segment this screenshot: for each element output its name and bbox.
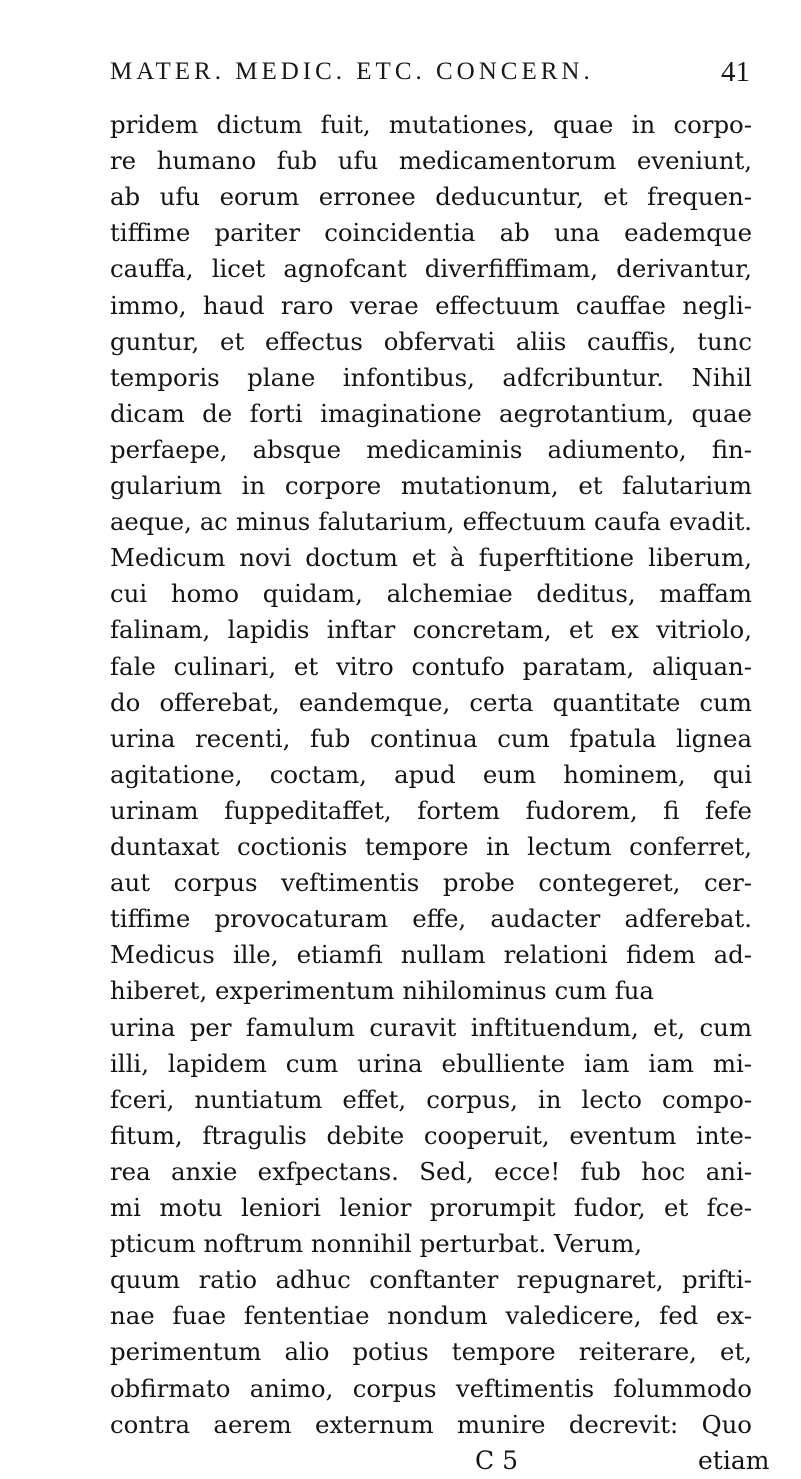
- text-line-content: pridem dictum fuit, mutationes, quae in corpo-: [110, 110, 752, 139]
- text-line: [0, 937, 801, 973]
- text-line: [0, 1046, 801, 1082]
- text-line: [0, 1298, 801, 1334]
- text-line-content: duntaxat coctionis tempore in lectum conferret,: [110, 832, 752, 861]
- text-line: [0, 829, 801, 865]
- text-line-content: urinam fuppeditaffet, fortem fudorem, fi fefe: [110, 795, 752, 825]
- text-line: [0, 1082, 801, 1118]
- text-line-content: temporis plane infontibus, adfcribuntur. Nihil: [110, 362, 752, 392]
- text-line-content: hiberet, experimentum nihilominus cum fua: [110, 976, 654, 1006]
- text-line: [0, 179, 801, 215]
- text-line: [0, 1262, 801, 1298]
- text-line: [0, 649, 801, 685]
- text-line-content: dicam de forti imaginatione aegrotantium, quae: [110, 398, 752, 428]
- text-line-content: illi, lapidem cum urina ebulliente iam iam mi-: [110, 1048, 752, 1078]
- text-line: [0, 540, 801, 576]
- text-line: [0, 973, 801, 1009]
- page-number: 41: [721, 56, 750, 88]
- text-line-content: rea anxie exfpectans. Sed, ecce! fub hoc ani-: [110, 1156, 752, 1186]
- text-line-content: urina recenti, fub continua cum fpatula lignea: [110, 723, 752, 753]
- text-line: [0, 612, 801, 648]
- text-line: [0, 396, 801, 432]
- text-line: [0, 685, 801, 721]
- text-line-content: quum ratio adhuc conftanter repugnaret, prifti-: [110, 1265, 752, 1295]
- text-line: [0, 1190, 801, 1226]
- text-line: [0, 1010, 801, 1046]
- text-line: [0, 1407, 801, 1443]
- text-line: [0, 1226, 801, 1262]
- text-line: [0, 757, 801, 793]
- text-line: [0, 504, 801, 540]
- signature-mark: C 5: [475, 1445, 518, 1475]
- text-line-content: do offerebat, eandemque, certa quantitate cum: [110, 687, 752, 717]
- text-line-content: cauffa, licet agnofcant diverfiffimam, derivantur,: [110, 254, 752, 284]
- text-line-content: gularium in corpore mutationum, et falutarium: [110, 471, 753, 500]
- text-line: [0, 865, 801, 901]
- text-line-content: tiffime pariter coincidentia ab una eademque: [110, 218, 753, 248]
- catchword: etiam: [698, 1445, 770, 1475]
- text-line-content: cui homo quidam, alchemiae deditus, maffam: [110, 579, 753, 609]
- text-line-content: perimentum alio potius tempore reiterare, et,: [110, 1337, 753, 1367]
- text-line-content: urina per famulum curavit inftituendum, et, cum: [110, 1012, 753, 1042]
- text-line-content: obfirmato animo, corpus veftimentis folummodo: [110, 1373, 752, 1403]
- text-line: [0, 721, 801, 757]
- text-line-content: aeque, ac minus falutarium, effectuum caufa evadit.: [110, 508, 752, 537]
- text-line: [0, 468, 801, 504]
- text-line-content: perfaepe, absque medicaminis adiumento, fin-: [110, 434, 752, 464]
- text-line: [0, 1371, 801, 1407]
- text-line: [0, 432, 801, 468]
- text-line-content: nae fuae fententiae nondum valedicere, fed ex-: [110, 1301, 752, 1331]
- text-line-content: Medicum novi doctum et à fuperftitione liberum,: [110, 543, 752, 573]
- text-line-content: agitatione, coctam, apud eum hominem, qui: [110, 759, 752, 789]
- text-line: [0, 901, 801, 937]
- text-line: [0, 360, 801, 396]
- text-line-content: tiffime provocaturam effe, audacter adferebat.: [110, 904, 752, 934]
- text-line: [0, 1118, 801, 1154]
- text-line-content: fceri, nuntiatum effet, corpus, in lecto compo-: [110, 1084, 752, 1114]
- text-line: [0, 288, 801, 324]
- text-line: [0, 1154, 801, 1190]
- text-line: [0, 107, 801, 143]
- text-line-content: guntur, et effectus obfervati aliis cauffis, tunc: [110, 326, 753, 356]
- running-header-title: MATER. MEDIC. ETC. CONCERN.: [110, 58, 594, 85]
- text-line-content: ab ufu eorum erronee deducuntur, et frequen-: [110, 182, 752, 212]
- text-line: [0, 251, 801, 287]
- text-line: [0, 215, 801, 251]
- text-line-content: fitum, ftragulis debite cooperuit, eventum inte-: [110, 1120, 753, 1150]
- running-header: [110, 58, 750, 98]
- text-line: [0, 793, 801, 829]
- text-line-content: falinam, lapidis inftar concretam, et ex vitriolo,: [110, 615, 752, 645]
- text-line-content: fale culinari, et vitro contufo paratam, aliquan-: [110, 651, 753, 681]
- text-line: [0, 324, 801, 360]
- text-line: [0, 576, 801, 612]
- text-line-content: Medicus ille, etiamfi nullam relationi fidem ad-: [110, 940, 753, 970]
- text-line-content: pticum noftrum nonnihil perturbat. Verum,: [110, 1229, 643, 1259]
- text-line-content: contra aerem externum munire decrevit: Quo: [110, 1409, 752, 1439]
- text-line-content: aut corpus veftimentis probe contegeret, cer-: [110, 868, 752, 898]
- text-line-content: immo, haud raro verae effectuum cauffae negli-: [110, 290, 753, 320]
- text-line: [0, 1334, 801, 1370]
- text-line: [0, 143, 801, 179]
- text-line-content: mi motu leniori lenior prorumpit fudor, et fce-: [110, 1193, 753, 1222]
- text-line-content: re humano fub ufu medicamentorum eveniunt,: [110, 146, 752, 176]
